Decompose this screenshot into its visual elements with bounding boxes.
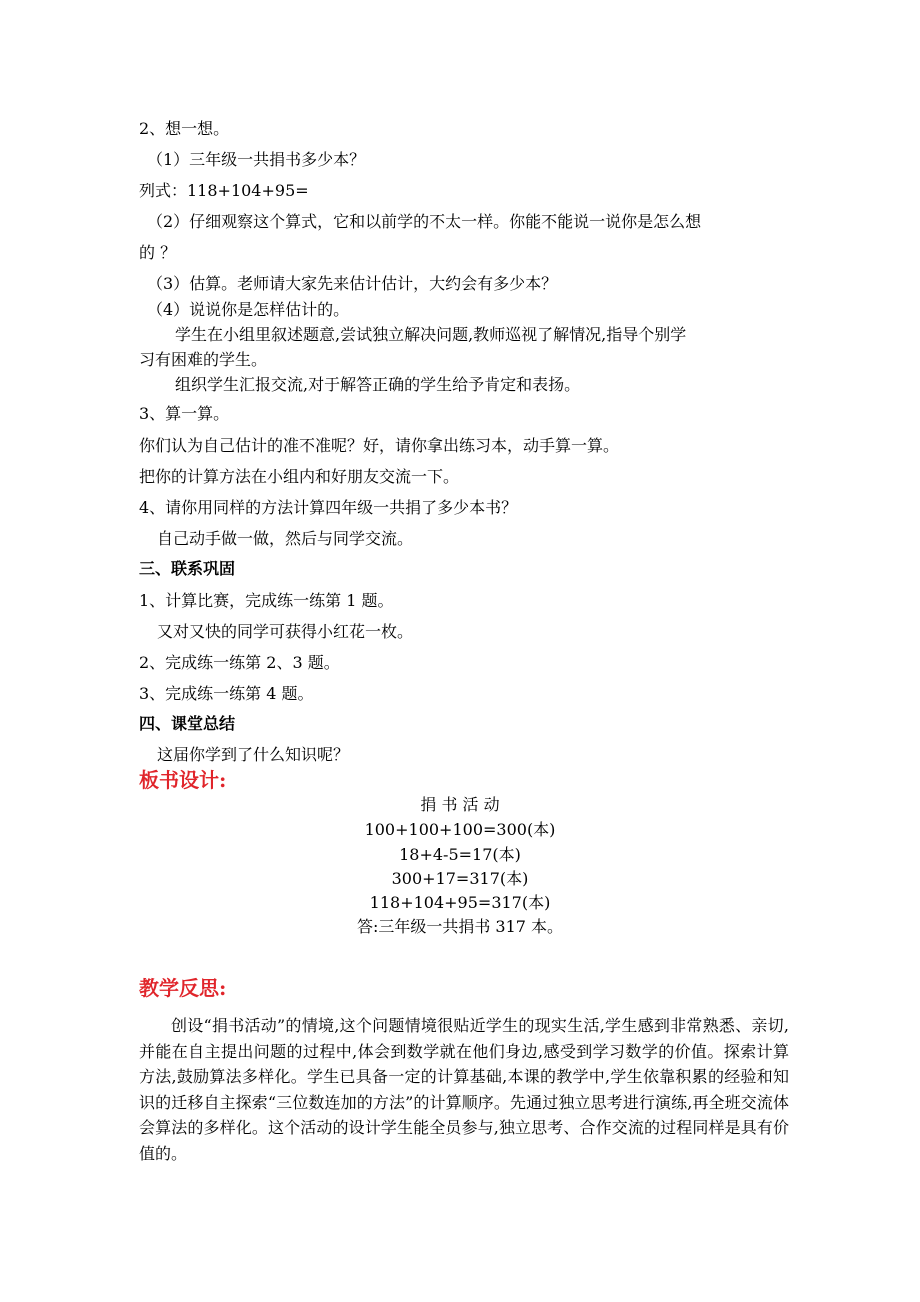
board-line-1: 100+100+100=300(本) <box>364 820 556 839</box>
contest-item: 1、计算比赛，完成练一练第 1 题。 <box>139 591 394 610</box>
section-four-heading: 四、课堂总结 <box>139 714 236 733</box>
exercise-2-3: 2、完成练一练第 2、3 题。 <box>139 653 340 672</box>
report-line: 组织学生汇报交流,对于解答正确的学生给予肯定和表扬。 <box>175 375 581 394</box>
board-line-3: 300+17=317(本) <box>391 869 529 888</box>
question-2-line-1: （2）仔细观察这个算式，它和以前学的不太一样。你能不能说一说你是怎么想 <box>147 212 702 231</box>
question-1: （1）三年级一共捐书多少本？ <box>147 150 366 169</box>
item-think: 2、想一想。 <box>139 119 230 138</box>
reflection-paragraph: 创设“捐书活动”的情境,这个问题情境很贴近学生的现实生活,学生感到非常熟悉、亲切,并能在自主提出问题的过程中,体会到数学就在他们身边,感受到学习数学的价值。探索计算方法,鼓励算法多样化。学生已具备一定的计算基础,本课的教学中,学生依靠积累的经验和知识的迁移自主探索“三位数连加的方法”的计算顺序。先通过独立思考进行演练,再全班交流体会算法的多样化。这个活动的设计学生能全员参与,独立思考、合作交流的过程同样是具有价值的。 <box>139 1016 789 1163</box>
formula-line: 列式：118+104+95= <box>139 181 309 200</box>
section-three-heading: 三、联系巩固 <box>139 559 236 578</box>
question-4: （4）说说你是怎样估计的。 <box>147 300 350 319</box>
board-line-4: 118+104+95=317(本) <box>369 893 551 912</box>
group-work-line-2: 习有困难的学生。 <box>139 350 268 369</box>
ask-share: 把你的计算方法在小组内和好朋友交流一下。 <box>139 467 460 486</box>
board-answer: 答:三年级一共捐书 317 本。 <box>356 917 564 936</box>
reflection-heading: 教学反思: <box>139 976 227 1000</box>
board-design-heading: 板书设计: <box>139 768 227 792</box>
ask-estimate: 你们认为自己估计的准不准呢？好，请你拿出练习本，动手算一算。 <box>139 436 620 455</box>
board-title: 捐 书 活 动 <box>420 795 500 814</box>
exercise-4: 3、完成练一练第 4 题。 <box>139 684 314 703</box>
question-2-line-2: 的 ？ <box>139 243 177 262</box>
group-work-line-1: 学生在小组里叙述题意,尝试独立解决问题,教师巡视了解情况,指导个别学 <box>175 325 687 344</box>
summary-question: 这届你学到了什么知识呢？ <box>157 745 350 764</box>
item-grade-four: 4、请你用同样的方法计算四年级一共捐了多少本书？ <box>139 498 518 517</box>
self-practice: 自己动手做一做，然后与同学交流。 <box>157 529 414 548</box>
board-line-2: 18+4-5=17(本) <box>399 845 521 864</box>
question-3: （3）估算。老师请大家先来估计估计，大约会有多少本？ <box>147 274 558 293</box>
reward-line: 又对又快的同学可获得小红花一枚。 <box>157 622 414 641</box>
item-calculate: 3、算一算。 <box>139 404 230 423</box>
